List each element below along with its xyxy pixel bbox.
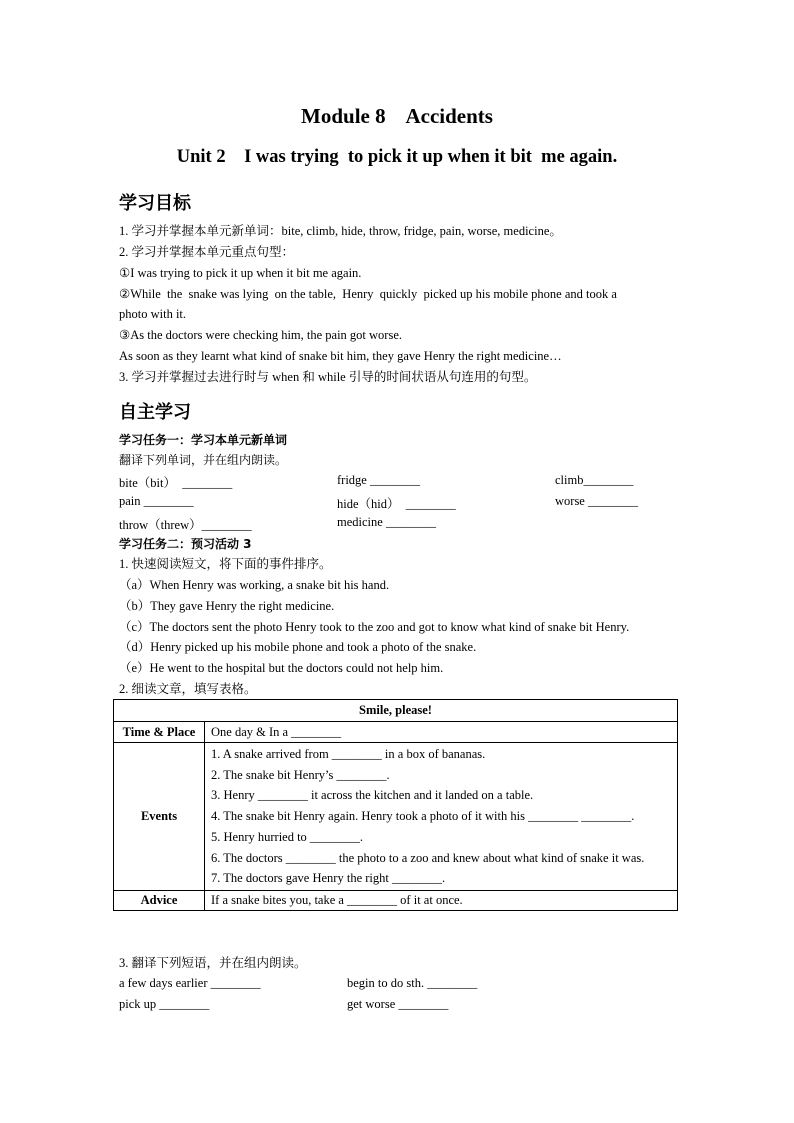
event-row-3: 3. Henry ________ it across the kitchen and it landed on a table. <box>211 788 534 803</box>
event-d: （d）Henry picked up his mobile phone and took a photo of the snake. <box>119 640 477 654</box>
module-title: Module 8 Accidents <box>301 104 493 128</box>
event-e: （e）He went to the hospital but the doctors could not help him. <box>119 661 444 675</box>
event-row-4: 4. The snake bit Henry again. Henry took a photo of it with his ________ ________. <box>211 809 635 824</box>
event-row-5: 5. Henry hurried to ________. <box>211 829 364 844</box>
word-worse: worse ________ <box>555 494 638 508</box>
word-bite: bite（bit） ________ <box>119 476 233 490</box>
advice-value: If a snake bites you, take a ________ of it at once. <box>205 890 678 910</box>
sentence-1: ①I was trying to pick it up when it bit me again. <box>119 266 362 280</box>
events-cell <box>205 743 678 891</box>
goals-heading: 学习目标 <box>119 193 191 214</box>
phrase-2: begin to do sth. ________ <box>347 976 478 990</box>
task2-title: 学习任务二：预习活动 3 <box>119 537 252 551</box>
sentence-2a: ②While the snake was lying on the table, Henry quickly picked up his mobile phone and took a <box>119 287 617 301</box>
self-study-heading: 自主学习 <box>119 402 191 423</box>
time-place-label: Time & Place <box>114 722 205 743</box>
word-hide: hide（hid） ________ <box>337 497 456 511</box>
event-row-1: 1. A snake arrived from ________ in a box of bananas. <box>211 747 486 761</box>
word-fridge: fridge ________ <box>337 473 420 487</box>
time-place-value: One day & In a ________ <box>205 722 678 743</box>
sentence-2b: photo with it. <box>119 307 187 321</box>
event-row-2: 2. The snake bit Henry’s ________. <box>211 767 390 782</box>
task2-question-1: 1. 快速阅读短文，将下面的事件排序。 <box>119 557 332 571</box>
advice-label: Advice <box>114 890 205 910</box>
word-throw: throw（threw）________ <box>119 518 252 532</box>
event-b: （b）They gave Henry the right medicine. <box>119 599 335 613</box>
phrase-3: pick up ________ <box>119 997 210 1011</box>
event-row-7: 7. The doctors gave Henry the right ________. <box>211 871 446 886</box>
phrase-4: get worse ________ <box>347 997 449 1011</box>
goal-item-3: 3. 学习并掌握过去进行时与 when 和 while 引导的时间状语从句连用的句型。 <box>119 370 537 384</box>
unit-title: Unit 2 I was trying to pick it up when it bit me again. <box>176 147 618 167</box>
goal-item-2: 2. 学习并掌握本单元重点句型： <box>119 245 295 259</box>
sentence-3: ③As the doctors were checking him, the pain got worse. <box>119 328 403 342</box>
task1-title: 学习任务一：学习本单元新单词 <box>119 433 288 447</box>
word-pain: pain ________ <box>119 494 194 508</box>
goal-item-1: 1. 学习并掌握本单元新单词：bite, climb, hide, throw, fridge, pain, worse, medicine。 <box>119 224 562 238</box>
phrases-question: 3. 翻译下列短语，并在组内朗读。 <box>119 956 307 970</box>
task2-question-2: 2. 细读文章，填写表格。 <box>119 682 257 696</box>
task1-instruction: 翻译下列单词，并在组内朗读。 <box>119 453 288 467</box>
phrase-1: a few days earlier ________ <box>119 976 261 990</box>
events-label: Events <box>114 743 205 891</box>
word-medicine: medicine ________ <box>337 515 436 529</box>
word-climb: climb________ <box>555 473 634 487</box>
event-row-6: 6. The doctors ________ the photo to a zoo and knew about what kind of snake it was. <box>211 850 645 865</box>
story-table <box>113 699 678 911</box>
sentence-4: As soon as they learnt what kind of snake bit him, they gave Henry the right medicine… <box>119 349 562 363</box>
table-header: Smile, please! <box>114 700 678 722</box>
event-c: （c）The doctors sent the photo Henry took to the zoo and got to know what kind of snake bit Henry. <box>119 620 630 634</box>
event-a: （a）When Henry was working, a snake bit his hand. <box>119 578 390 592</box>
